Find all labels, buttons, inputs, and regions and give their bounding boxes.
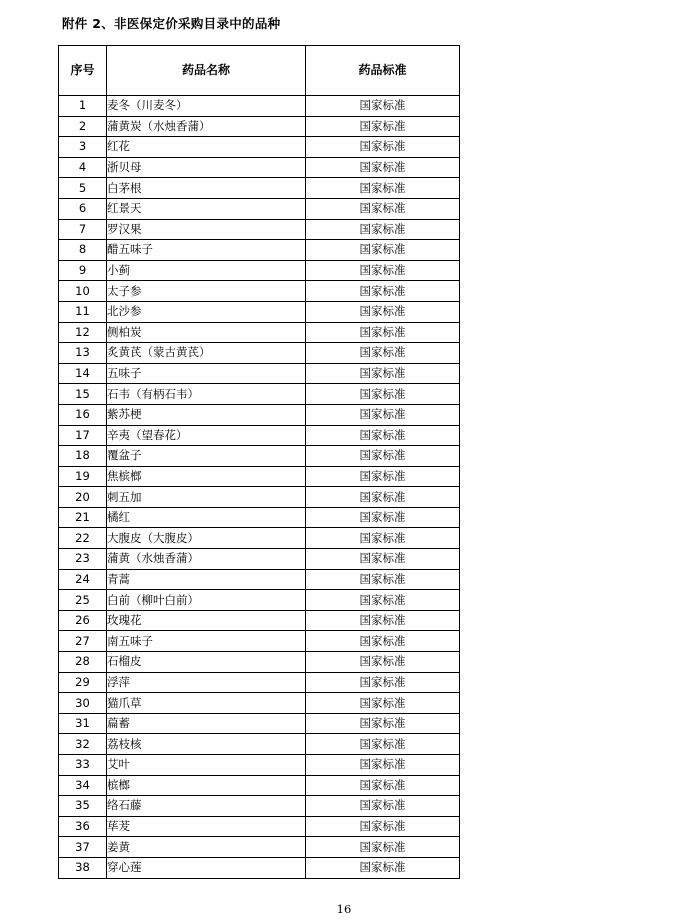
row-drug-name: 穿心莲 <box>107 857 306 878</box>
row-drug-name: 艾叶 <box>107 755 306 776</box>
drug-catalog-table <box>58 45 460 879</box>
table-row <box>59 178 460 199</box>
row-drug-standard: 国家标准 <box>306 610 460 631</box>
table-row <box>59 260 460 281</box>
table-row <box>59 507 460 528</box>
row-drug-standard: 国家标准 <box>306 343 460 364</box>
row-serial-number: 31 <box>59 713 107 734</box>
row-drug-name: 紫苏梗 <box>107 404 306 425</box>
row-serial-number: 38 <box>59 857 107 878</box>
row-drug-standard: 国家标准 <box>306 837 460 858</box>
row-serial-number: 30 <box>59 693 107 714</box>
row-drug-standard: 国家标准 <box>306 157 460 178</box>
row-drug-name: 槟榔 <box>107 775 306 796</box>
row-drug-name: 侧柏炭 <box>107 322 306 343</box>
row-drug-standard: 国家标准 <box>306 404 460 425</box>
row-drug-standard: 国家标准 <box>306 487 460 508</box>
row-drug-standard: 国家标准 <box>306 466 460 487</box>
row-drug-standard: 国家标准 <box>306 219 460 240</box>
row-drug-name: 络石藤 <box>107 796 306 817</box>
table-row <box>59 343 460 364</box>
table-row <box>59 404 460 425</box>
table-row <box>59 672 460 693</box>
table-row <box>59 487 460 508</box>
table-row <box>59 157 460 178</box>
row-serial-number: 18 <box>59 446 107 467</box>
table-row <box>59 693 460 714</box>
row-drug-standard: 国家标准 <box>306 322 460 343</box>
table-row <box>59 96 460 117</box>
row-drug-name: 白前（柳叶白前） <box>107 590 306 611</box>
row-drug-standard: 国家标准 <box>306 96 460 117</box>
row-drug-name: 石榴皮 <box>107 652 306 673</box>
row-serial-number: 8 <box>59 240 107 261</box>
row-serial-number: 2 <box>59 116 107 137</box>
row-drug-standard: 国家标准 <box>306 672 460 693</box>
row-drug-name: 罗汉果 <box>107 219 306 240</box>
row-serial-number: 26 <box>59 610 107 631</box>
row-serial-number: 34 <box>59 775 107 796</box>
table-row <box>59 775 460 796</box>
row-drug-name: 炙黄芪（蒙古黄芪） <box>107 343 306 364</box>
row-drug-name: 石韦（有柄石韦） <box>107 384 306 405</box>
row-drug-standard: 国家标准 <box>306 384 460 405</box>
table-row <box>59 569 460 590</box>
row-drug-name: 覆盆子 <box>107 446 306 467</box>
row-drug-name: 太子参 <box>107 281 306 302</box>
row-serial-number: 21 <box>59 507 107 528</box>
row-drug-standard: 国家标准 <box>306 693 460 714</box>
table-row <box>59 631 460 652</box>
row-serial-number: 29 <box>59 672 107 693</box>
row-drug-standard: 国家标准 <box>306 528 460 549</box>
row-drug-standard: 国家标准 <box>306 301 460 322</box>
row-serial-number: 13 <box>59 343 107 364</box>
row-drug-name: 荜茇 <box>107 816 306 837</box>
row-drug-standard: 国家标准 <box>306 178 460 199</box>
row-serial-number: 20 <box>59 487 107 508</box>
row-drug-name: 猫爪草 <box>107 693 306 714</box>
page-number: 16 <box>336 902 352 916</box>
row-serial-number: 24 <box>59 569 107 590</box>
row-serial-number: 36 <box>59 816 107 837</box>
table-row <box>59 549 460 570</box>
row-serial-number: 3 <box>59 137 107 158</box>
row-drug-name: 麦冬（川麦冬） <box>107 96 306 117</box>
table-row <box>59 446 460 467</box>
row-drug-name: 红花 <box>107 137 306 158</box>
row-drug-standard: 国家标准 <box>306 363 460 384</box>
table-row <box>59 713 460 734</box>
row-drug-name: 北沙参 <box>107 301 306 322</box>
row-drug-standard: 国家标准 <box>306 775 460 796</box>
table-row <box>59 425 460 446</box>
table-row <box>59 837 460 858</box>
row-drug-name: 橘红 <box>107 507 306 528</box>
row-serial-number: 7 <box>59 219 107 240</box>
row-drug-standard: 国家标准 <box>306 755 460 776</box>
row-drug-standard: 国家标准 <box>306 590 460 611</box>
row-drug-name: 焦槟榔 <box>107 466 306 487</box>
row-drug-name: 蒲黄炭（水烛香蒲） <box>107 116 306 137</box>
row-drug-name: 姜黄 <box>107 837 306 858</box>
table-row <box>59 590 460 611</box>
row-serial-number: 23 <box>59 549 107 570</box>
row-serial-number: 32 <box>59 734 107 755</box>
table-row <box>59 240 460 261</box>
row-drug-name: 大腹皮（大腹皮） <box>107 528 306 549</box>
table-row <box>59 610 460 631</box>
row-drug-name: 刺五加 <box>107 487 306 508</box>
table-row <box>59 198 460 219</box>
row-drug-standard: 国家标准 <box>306 796 460 817</box>
row-serial-number: 10 <box>59 281 107 302</box>
row-drug-standard: 国家标准 <box>306 652 460 673</box>
row-drug-name: 红景天 <box>107 198 306 219</box>
row-serial-number: 15 <box>59 384 107 405</box>
table-header-row <box>59 46 460 96</box>
row-drug-standard: 国家标准 <box>306 260 460 281</box>
row-drug-name: 浙贝母 <box>107 157 306 178</box>
row-drug-name: 辛夷（望春花） <box>107 425 306 446</box>
table-row <box>59 116 460 137</box>
row-serial-number: 35 <box>59 796 107 817</box>
row-serial-number: 17 <box>59 425 107 446</box>
row-drug-standard: 国家标准 <box>306 569 460 590</box>
row-serial-number: 28 <box>59 652 107 673</box>
table-row <box>59 816 460 837</box>
table-row <box>59 384 460 405</box>
table-row <box>59 219 460 240</box>
header-drug-standard: 药品标准 <box>306 46 460 96</box>
row-serial-number: 9 <box>59 260 107 281</box>
row-serial-number: 27 <box>59 631 107 652</box>
table-row <box>59 363 460 384</box>
document-title: 附件 2、非医保定价采购目录中的品种 <box>62 16 281 31</box>
row-drug-name: 醋五味子 <box>107 240 306 261</box>
row-serial-number: 5 <box>59 178 107 199</box>
row-drug-name: 玫瑰花 <box>107 610 306 631</box>
row-drug-standard: 国家标准 <box>306 281 460 302</box>
row-drug-name: 浮萍 <box>107 672 306 693</box>
table-row <box>59 652 460 673</box>
row-drug-standard: 国家标准 <box>306 857 460 878</box>
table-row <box>59 137 460 158</box>
row-drug-name: 南五味子 <box>107 631 306 652</box>
header-drug-name: 药品名称 <box>107 46 306 96</box>
row-drug-standard: 国家标准 <box>306 446 460 467</box>
row-serial-number: 25 <box>59 590 107 611</box>
row-drug-standard: 国家标准 <box>306 240 460 261</box>
row-serial-number: 19 <box>59 466 107 487</box>
row-drug-name: 青蒿 <box>107 569 306 590</box>
row-drug-name: 小蓟 <box>107 260 306 281</box>
row-drug-standard: 国家标准 <box>306 631 460 652</box>
row-serial-number: 1 <box>59 96 107 117</box>
row-drug-name: 蒲黄（水烛香蒲） <box>107 549 306 570</box>
row-drug-standard: 国家标准 <box>306 137 460 158</box>
row-drug-name: 五味子 <box>107 363 306 384</box>
row-serial-number: 22 <box>59 528 107 549</box>
row-serial-number: 4 <box>59 157 107 178</box>
table-row <box>59 734 460 755</box>
row-drug-standard: 国家标准 <box>306 116 460 137</box>
table-row <box>59 301 460 322</box>
table-row <box>59 466 460 487</box>
table-row <box>59 528 460 549</box>
row-drug-standard: 国家标准 <box>306 425 460 446</box>
row-serial-number: 6 <box>59 198 107 219</box>
row-drug-standard: 国家标准 <box>306 713 460 734</box>
row-serial-number: 12 <box>59 322 107 343</box>
table-row <box>59 281 460 302</box>
table-row <box>59 755 460 776</box>
row-serial-number: 11 <box>59 301 107 322</box>
row-drug-standard: 国家标准 <box>306 549 460 570</box>
row-serial-number: 16 <box>59 404 107 425</box>
row-drug-name: 萹蓄 <box>107 713 306 734</box>
table-row <box>59 857 460 878</box>
row-serial-number: 37 <box>59 837 107 858</box>
row-serial-number: 14 <box>59 363 107 384</box>
row-serial-number: 33 <box>59 755 107 776</box>
row-drug-standard: 国家标准 <box>306 816 460 837</box>
row-drug-standard: 国家标准 <box>306 507 460 528</box>
table-body <box>59 96 460 879</box>
table-row <box>59 322 460 343</box>
header-serial-number: 序号 <box>59 46 107 96</box>
row-drug-name: 白茅根 <box>107 178 306 199</box>
row-drug-standard: 国家标准 <box>306 198 460 219</box>
table-row <box>59 796 460 817</box>
row-drug-name: 荔枝核 <box>107 734 306 755</box>
row-drug-standard: 国家标准 <box>306 734 460 755</box>
